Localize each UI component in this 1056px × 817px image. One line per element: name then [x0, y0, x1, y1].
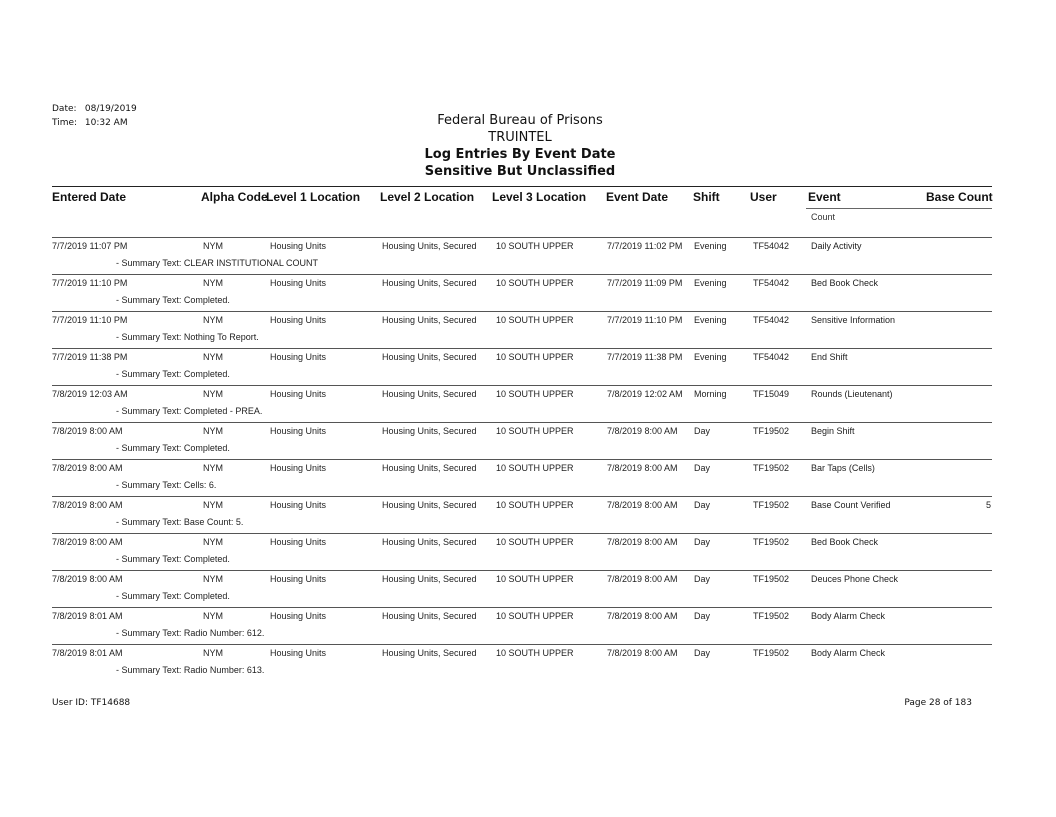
summary-text: - Summary Text: CLEAR INSTITUTIONAL COUNT: [116, 258, 319, 268]
header-top-rule: [52, 186, 992, 187]
level1-location: Housing Units: [270, 611, 327, 621]
table-row: [0, 533, 1056, 570]
event: End Shift: [811, 352, 848, 362]
entered-date: 7/7/2019 11:10 PM: [52, 315, 128, 325]
table-row: [0, 274, 1056, 311]
user: TF19502: [753, 648, 790, 658]
level1-location: Housing Units: [270, 537, 327, 547]
classification: Sensitive But Unclassified: [424, 164, 616, 179]
alpha-code: NYM: [203, 500, 223, 510]
level3-location: 10 SOUTH UPPER: [496, 611, 574, 621]
date-label: Date:: [52, 104, 77, 114]
entered-date: 7/8/2019 8:00 AM: [52, 500, 123, 510]
level1-location: Housing Units: [270, 426, 327, 436]
user: TF15049: [753, 389, 790, 399]
user: TF54042: [753, 278, 790, 288]
event: Daily Activity: [811, 241, 862, 251]
entered-date: 7/8/2019 8:00 AM: [52, 463, 123, 473]
level2-location: Housing Units, Secured: [382, 500, 477, 510]
row-divider: [52, 385, 992, 386]
level3-location: 10 SOUTH UPPER: [496, 648, 574, 658]
row-divider: [52, 570, 992, 571]
level2-location: Housing Units, Secured: [382, 352, 477, 362]
alpha-code: NYM: [203, 315, 223, 325]
event-date: 7/8/2019 8:00 AM: [607, 574, 678, 584]
user: TF19502: [753, 463, 790, 473]
level1-location: Housing Units: [270, 352, 327, 362]
level1-location: Housing Units: [270, 315, 327, 325]
row-divider: [52, 644, 992, 645]
level3-location: 10 SOUTH UPPER: [496, 315, 574, 325]
entered-date: 7/8/2019 8:01 AM: [52, 648, 123, 658]
row-divider: [52, 311, 992, 312]
shift: Day: [694, 574, 711, 584]
event: Bed Book Check: [811, 278, 879, 288]
event: Bar Taps (Cells): [811, 463, 875, 473]
summary-text: - Summary Text: Completed.: [116, 295, 230, 305]
table-row: [0, 311, 1056, 348]
level2-location: Housing Units, Secured: [382, 611, 477, 621]
event: Bed Book Check: [811, 537, 879, 547]
event: Begin Shift: [811, 426, 855, 436]
col-base-count: Base Count: [926, 190, 993, 204]
event-date: 7/8/2019 8:00 AM: [607, 500, 678, 510]
row-divider: [52, 607, 992, 608]
agency-name: Federal Bureau of Prisons: [437, 113, 603, 128]
col-count-sub: Count: [811, 212, 836, 222]
shift: Evening: [694, 241, 727, 251]
user: TF54042: [753, 241, 790, 251]
event-date: 7/8/2019 12:02 AM: [607, 389, 683, 399]
alpha-code: NYM: [203, 463, 223, 473]
entered-date: 7/8/2019 8:00 AM: [52, 426, 123, 436]
col-event-date: Event Date: [606, 190, 669, 204]
event-date: 7/8/2019 8:00 AM: [607, 611, 678, 621]
summary-text: - Summary Text: Completed.: [116, 554, 230, 564]
shift: Evening: [694, 278, 727, 288]
table-row: [0, 237, 1056, 274]
table-row: [0, 385, 1056, 422]
date-value: 08/19/2019: [84, 104, 137, 114]
shift: Day: [694, 648, 711, 658]
table-row: [0, 348, 1056, 385]
level3-location: 10 SOUTH UPPER: [496, 500, 574, 510]
level2-location: Housing Units, Secured: [382, 537, 477, 547]
event: Deuces Phone Check: [811, 574, 899, 584]
report-header: [420, 112, 620, 180]
level1-location: Housing Units: [270, 389, 327, 399]
footer-user-id: User ID: TF14688: [52, 698, 131, 708]
entered-date: 7/8/2019 8:00 AM: [52, 574, 123, 584]
base-count: 5: [986, 500, 992, 510]
footer-page-number: Page 28 of 183: [904, 698, 972, 708]
time-label: Time:: [52, 118, 78, 128]
row-divider: [52, 274, 992, 275]
event-date: 7/8/2019 8:00 AM: [607, 537, 678, 547]
entered-date: 7/7/2019 11:10 PM: [52, 278, 128, 288]
level1-location: Housing Units: [270, 463, 327, 473]
summary-text: - Summary Text: Base Count: 5.: [116, 517, 244, 527]
system-name: TRUINTEL: [488, 130, 552, 145]
col-entered-date: Entered Date: [52, 190, 127, 204]
user: TF19502: [753, 500, 790, 510]
col-level1: Level 1 Location: [266, 190, 361, 204]
table-row: [0, 459, 1056, 496]
user: TF54042: [753, 315, 790, 325]
level2-location: Housing Units, Secured: [382, 389, 477, 399]
level2-location: Housing Units, Secured: [382, 426, 477, 436]
summary-text: - Summary Text: Completed - PREA.: [116, 406, 263, 416]
row-divider: [52, 533, 992, 534]
level3-location: 10 SOUTH UPPER: [496, 463, 574, 473]
user: TF19502: [753, 537, 790, 547]
shift: Evening: [694, 352, 727, 362]
user: TF19502: [753, 426, 790, 436]
level3-location: 10 SOUTH UPPER: [496, 537, 574, 547]
col-level2: Level 2 Location: [380, 190, 475, 204]
table-row: [0, 422, 1056, 459]
shift: Day: [694, 426, 711, 436]
shift: Day: [694, 500, 711, 510]
shift: Day: [694, 463, 711, 473]
alpha-code: NYM: [203, 352, 223, 362]
shift: Evening: [694, 315, 727, 325]
level2-location: Housing Units, Secured: [382, 315, 477, 325]
entered-date: 7/8/2019 12:03 AM: [52, 389, 128, 399]
event: Sensitive Information: [811, 315, 896, 325]
entered-date: 7/8/2019 8:00 AM: [52, 537, 123, 547]
shift: Day: [694, 611, 711, 621]
event-date: 7/8/2019 8:00 AM: [607, 463, 678, 473]
alpha-code: NYM: [203, 648, 223, 658]
row-divider: [52, 459, 992, 460]
event: Body Alarm Check: [811, 611, 886, 621]
level2-location: Housing Units, Secured: [382, 648, 477, 658]
row-divider: [52, 496, 992, 497]
event-date: 7/7/2019 11:38 PM: [607, 352, 683, 362]
summary-text: - Summary Text: Cells: 6.: [116, 480, 217, 490]
user: TF54042: [753, 352, 790, 362]
level3-location: 10 SOUTH UPPER: [496, 426, 574, 436]
alpha-code: NYM: [203, 389, 223, 399]
row-divider: [52, 237, 992, 238]
col-shift: Shift: [693, 190, 720, 204]
table-row: [0, 644, 1056, 681]
level1-location: Housing Units: [270, 574, 327, 584]
time-value: 10:32 AM: [84, 118, 128, 128]
entered-date: 7/7/2019 11:07 PM: [52, 241, 128, 251]
summary-text: - Summary Text: Completed.: [116, 591, 230, 601]
level3-location: 10 SOUTH UPPER: [496, 241, 574, 251]
level2-location: Housing Units, Secured: [382, 241, 477, 251]
user: TF19502: [753, 611, 790, 621]
summary-text: - Summary Text: Completed.: [116, 443, 230, 453]
alpha-code: NYM: [203, 611, 223, 621]
level3-location: 10 SOUTH UPPER: [496, 352, 574, 362]
event-date: 7/8/2019 8:00 AM: [607, 426, 678, 436]
level1-location: Housing Units: [270, 648, 327, 658]
level3-location: 10 SOUTH UPPER: [496, 278, 574, 288]
print-time: [52, 118, 128, 128]
count-rule: [806, 208, 992, 209]
row-divider: [52, 348, 992, 349]
alpha-code: NYM: [203, 537, 223, 547]
col-user: User: [750, 190, 777, 204]
alpha-code: NYM: [203, 241, 223, 251]
level2-location: Housing Units, Secured: [382, 278, 477, 288]
event-date: 7/8/2019 8:00 AM: [607, 648, 678, 658]
table-row: [0, 570, 1056, 607]
event: Rounds (Lieutenant): [811, 389, 893, 399]
col-event: Event: [808, 190, 841, 204]
level3-location: 10 SOUTH UPPER: [496, 389, 574, 399]
alpha-code: NYM: [203, 426, 223, 436]
level2-location: Housing Units, Secured: [382, 574, 477, 584]
event-date: 7/7/2019 11:02 PM: [607, 241, 683, 251]
summary-text: - Summary Text: Nothing To Report.: [116, 332, 259, 342]
user: TF19502: [753, 574, 790, 584]
alpha-code: NYM: [203, 574, 223, 584]
level1-location: Housing Units: [270, 278, 327, 288]
summary-text: - Summary Text: Completed.: [116, 369, 230, 379]
summary-text: - Summary Text: Radio Number: 613.: [116, 665, 265, 675]
entered-date: 7/7/2019 11:38 PM: [52, 352, 128, 362]
report-title: Log Entries By Event Date: [424, 147, 616, 162]
table-row: [0, 496, 1056, 533]
event: Base Count Verified: [811, 500, 891, 510]
summary-text: - Summary Text: Radio Number: 612.: [116, 628, 265, 638]
alpha-code: NYM: [203, 278, 223, 288]
event-date: 7/7/2019 11:09 PM: [607, 278, 683, 288]
col-level3: Level 3 Location: [492, 190, 587, 204]
entered-date: 7/8/2019 8:01 AM: [52, 611, 123, 621]
shift: Morning: [694, 389, 727, 399]
level2-location: Housing Units, Secured: [382, 463, 477, 473]
level1-location: Housing Units: [270, 500, 327, 510]
table-row: [0, 607, 1056, 644]
event-date: 7/7/2019 11:10 PM: [607, 315, 683, 325]
event: Body Alarm Check: [811, 648, 886, 658]
print-date: [52, 104, 137, 114]
col-alpha-code: Alpha Code: [201, 190, 268, 204]
shift: Day: [694, 537, 711, 547]
level1-location: Housing Units: [270, 241, 327, 251]
level3-location: 10 SOUTH UPPER: [496, 574, 574, 584]
row-divider: [52, 422, 992, 423]
